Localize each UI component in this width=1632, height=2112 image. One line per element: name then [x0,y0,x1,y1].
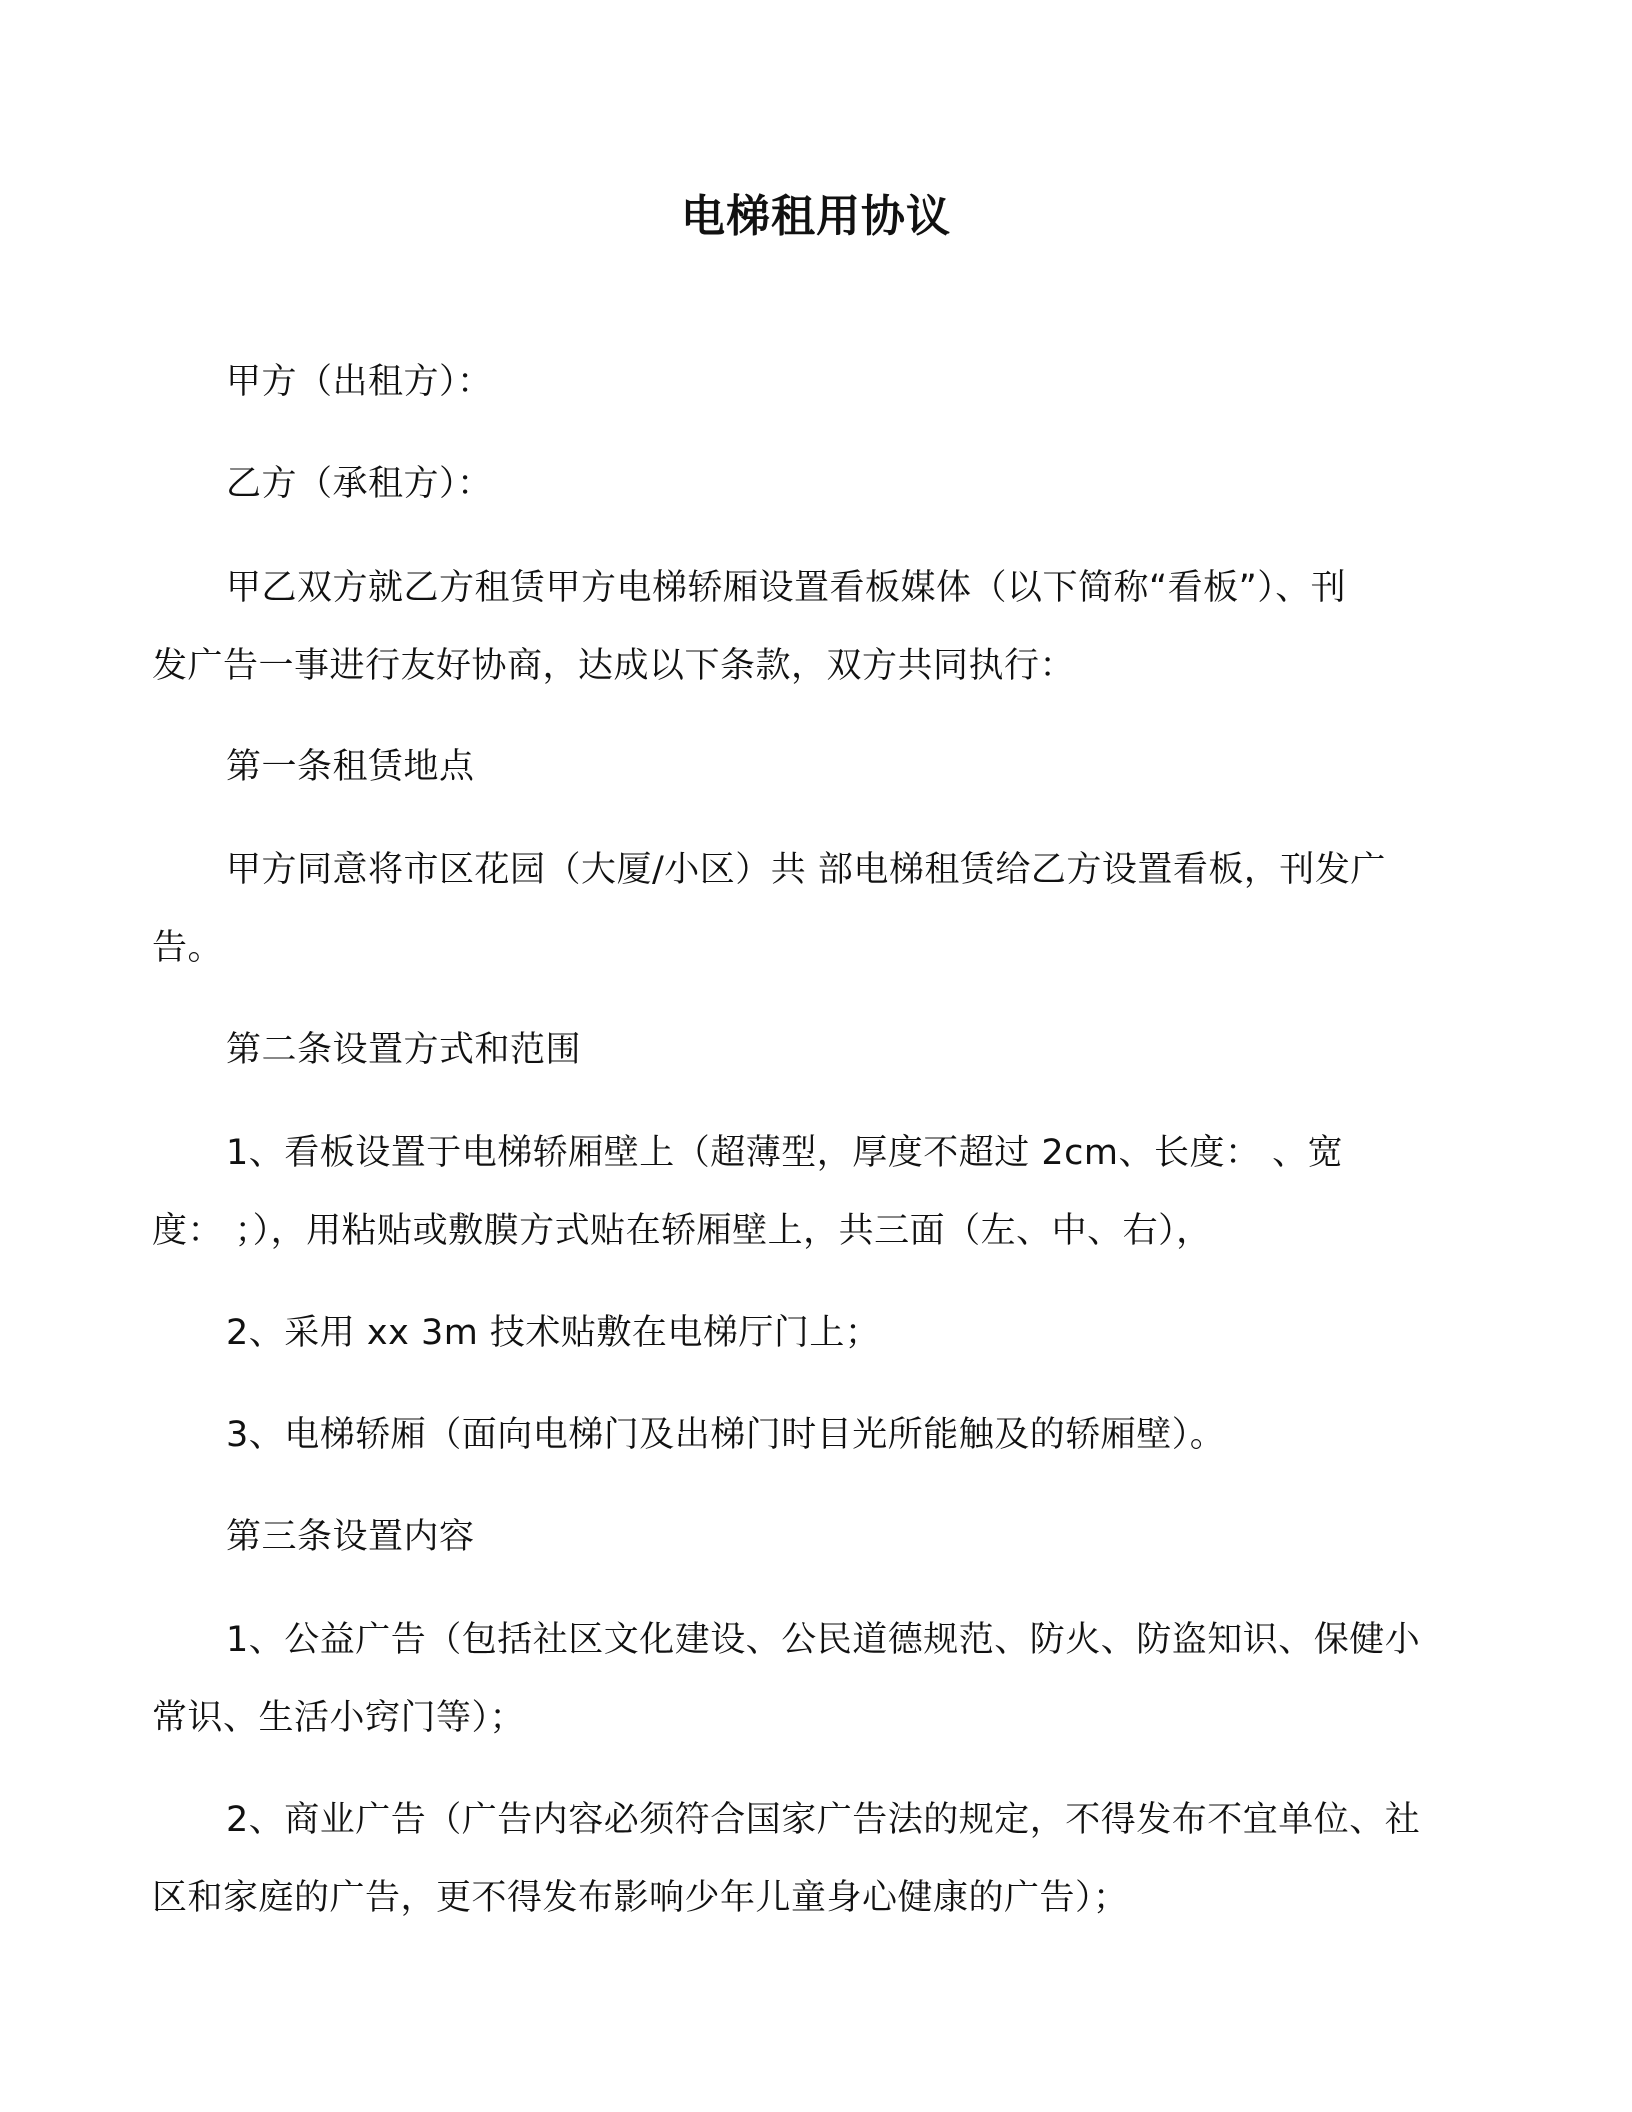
article-2-item-2: 2、采用 xx 3m 技术贴敷在电梯厅门上； [226,1313,881,1353]
article-2-item-1-line-2: 度： ；），用粘贴或敷膜方式贴在轿厢壁上，共三面（左、中、右）， [152,1211,1212,1251]
document-title: 电梯租用协议 [681,191,951,242]
article-3-heading: 第三条设置内容 [226,1517,475,1557]
intro-paragraph-line-1: 甲乙双方就乙方租赁甲方电梯轿厢设置看板媒体（以下简称“看板”）、刊 [226,568,1347,608]
article-1-heading: 第一条租赁地点 [226,747,475,787]
article-3-item-2-line-2: 区和家庭的广告，更不得发布影响少年儿童身心健康的广告）； [152,1878,1129,1918]
article-3-item-1-line-2: 常识、生活小窍门等）； [152,1698,526,1738]
article-3-item-1-line-1: 1、公益广告（包括社区文化建设、公民道德规范、防火、防盗知识、保健小 [226,1620,1421,1660]
article-1-text-line-1: 甲方同意将市区花园（大厦/小区）共 部电梯租赁给乙方设置看板，刊发广 [226,850,1386,890]
party-b-line: 乙方（承租方）： [226,464,493,504]
article-1-text-line-2: 告。 [152,928,224,968]
article-2-item-3: 3、电梯轿厢（面向电梯门及出梯门时目光所能触及的轿厢壁）。 [226,1415,1226,1455]
article-3-item-2-line-1: 2、商业广告（广告内容必须符合国家广告法的规定，不得发布不宜单位、社 [226,1800,1421,1840]
party-a-line: 甲方（出租方）： [226,362,493,402]
article-2-item-1-line-1: 1、看板设置于电梯轿厢壁上（超薄型，厚度不超过 2cm、长度： 、宽 [226,1133,1344,1173]
article-2-heading: 第二条设置方式和范围 [226,1030,582,1070]
intro-paragraph-line-2: 发广告一事进行友好协商，达成以下条款，双方共同执行： [152,646,1076,686]
